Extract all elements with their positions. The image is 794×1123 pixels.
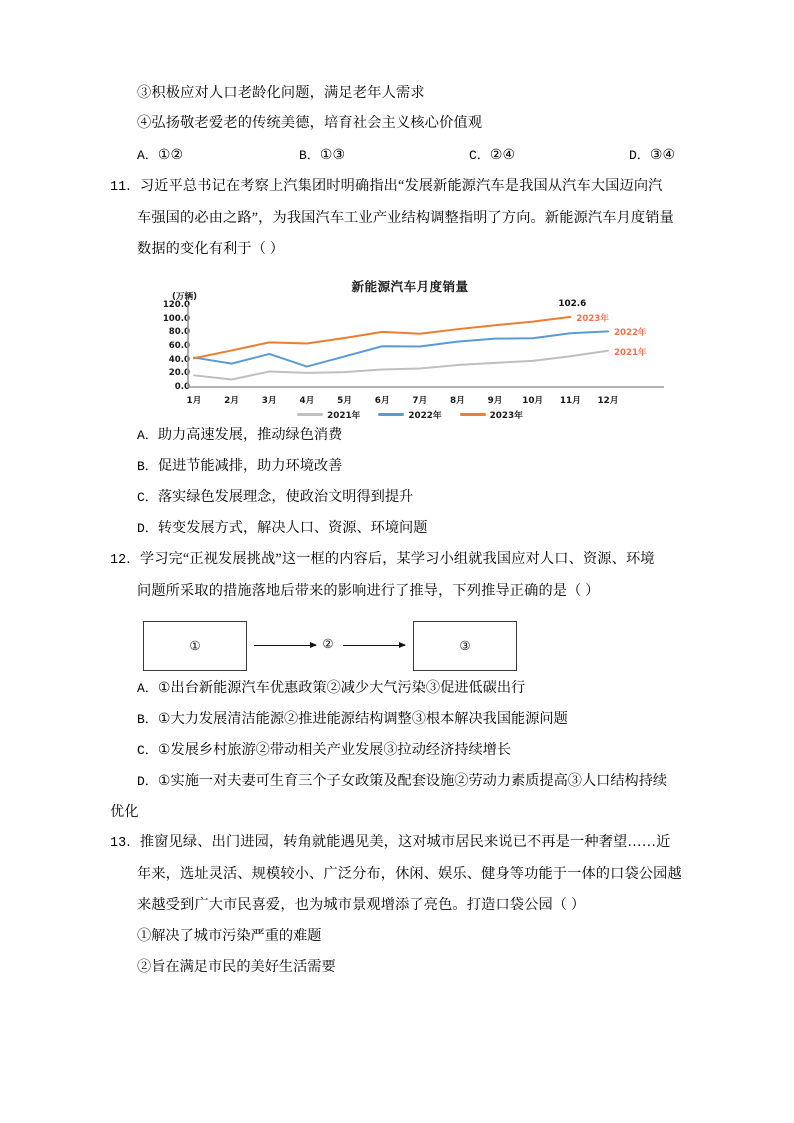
- q10-choices: [110, 140, 690, 171]
- series-inline-label: 2021年: [614, 347, 647, 358]
- chart-x-axis-labels: [148, 393, 672, 407]
- chart-data-label: 102.6: [558, 298, 587, 309]
- y-tick-label: 0.0: [174, 382, 190, 392]
- y-tick-label: 120.0: [162, 300, 190, 310]
- y-tick-label: 40.0: [168, 354, 190, 365]
- y-tick-label: 100.0: [162, 313, 190, 324]
- x-tick-label: 2月: [224, 396, 240, 406]
- q13-stem-line1: 13．推窗见绿、出门进园，转角就能遇见美，这对城市居民来说已不再是一种奢望……近: [110, 834, 671, 851]
- y-tick-label: 60.0: [168, 341, 190, 351]
- q10-choice-c[interactable]: C．②④: [469, 147, 516, 163]
- x-tick-label: 8月: [449, 396, 465, 406]
- q12-stem-line1: 12．学习完“正视发展挑战”这一框的内容后，某学习小组就我国应对人口、资源、环境: [110, 551, 655, 568]
- legend-item: [460, 408, 523, 421]
- q13-item-2: ②旨在满足市民的美好生活需要: [137, 959, 336, 975]
- x-tick-label: 4月: [299, 396, 315, 406]
- x-tick-label: 1月: [186, 396, 202, 406]
- x-tick-label: 6月: [374, 396, 390, 406]
- flow-box-3: ③: [413, 621, 517, 671]
- chart-unit-label: (万辆): [172, 292, 198, 302]
- q10-item-4: ④弘扬敬老爱老的传统美德，培育社会主义核心价值观: [137, 115, 483, 131]
- legend-swatch: [460, 413, 486, 416]
- x-tick-label: 9月: [487, 396, 503, 406]
- series-line: [194, 331, 608, 366]
- monthly-nev-sales-chart: [148, 275, 672, 420]
- legend-label: 2023年: [489, 411, 523, 421]
- x-tick-label: 11月: [559, 396, 581, 406]
- series-line: [194, 351, 608, 380]
- q12-choice-a[interactable]: A．①出台新能源汽车优惠政策②减少大气污染③促进低碳出行: [137, 680, 526, 696]
- q12-choice-b[interactable]: B．①大力发展清洁能源②推进能源结构调整③根本解决我国能源问题: [137, 711, 568, 727]
- legend-label: 2021年: [327, 411, 361, 421]
- flow-node-2: ②: [322, 637, 334, 651]
- y-tick-label: 20.0: [168, 368, 190, 379]
- q11-stem-line2: 车强国的必由之路”，为我国汽车工业产业结构调整指明了方向。新能源汽车月度销量: [137, 210, 674, 226]
- q11-choice-d[interactable]: D．转变发展方式，解决人口、资源、环境问题: [137, 520, 428, 536]
- q12-choice-d[interactable]: D．①实施一对夫妻可生育三个子女政策及配套设施②劳动力素质提高③人口结构持续: [137, 773, 668, 789]
- chart-legend: [148, 408, 672, 421]
- legend-label: 2022年: [408, 411, 442, 421]
- q11-choices: [110, 420, 690, 544]
- q13-stem-line3: 来越受到广大市民喜爱，也为城市景观增添了亮色。打造口袋公园（ ）: [137, 897, 586, 913]
- chart-title: 新能源汽车月度销量: [351, 279, 469, 294]
- flow-arrow-1-icon: [254, 645, 316, 646]
- x-tick-label: 10月: [522, 396, 544, 406]
- legend-swatch: [378, 413, 404, 416]
- q12-flow-diagram: [134, 621, 524, 673]
- y-tick-label: 80.0: [168, 327, 190, 338]
- q13-stem-line2: 年来，选址灵活、规模较小、广泛分布，休闲、娱乐、健身等功能于一体的口袋公园越: [137, 866, 682, 882]
- q11-choice-a[interactable]: A．助力高速发展，推动绿色消费: [137, 427, 343, 443]
- q10-choice-a[interactable]: A．①②: [137, 147, 184, 163]
- x-tick-label: 3月: [261, 396, 277, 406]
- x-tick-label: 7月: [412, 396, 428, 406]
- q10-choice-d[interactable]: D．③④: [629, 147, 676, 163]
- legend-swatch: [297, 413, 323, 416]
- series-inline-label: 2023年: [576, 313, 609, 324]
- x-tick-label: 12月: [597, 396, 619, 406]
- q12-stem-line2: 问题所采取的措施落地后带来的影响进行了推导，下列推导正确的是（ ）: [137, 583, 600, 599]
- q12-choice-c[interactable]: C．①发展乡村旅游②带动相关产业发展③拉动经济持续增长: [137, 742, 512, 758]
- q12-choices: [110, 673, 690, 797]
- q11-choice-b[interactable]: B．促进节能减排，助力环境改善: [137, 458, 343, 474]
- q11-stem-line3: 数据的变化有利于（ ）: [137, 241, 285, 257]
- flow-box-1: ①: [143, 621, 247, 671]
- q12-choice-d-wrap: 优化: [110, 804, 139, 820]
- q10-item-3: ③积极应对人口老龄化问题，满足老年人需求: [137, 85, 425, 101]
- x-tick-label: 5月: [337, 396, 352, 406]
- q13-item-1: ①解决了城市污染严重的难题: [137, 928, 322, 944]
- legend-item: [297, 408, 360, 421]
- q11-stem-line1: 11．习近平总书记在考察上汽集团时明确指出“发展新能源汽车是我国从汽车大国迈向汽: [110, 178, 663, 195]
- q11-choice-c[interactable]: C．落实绿色发展理念，使政治文明得到提升: [137, 489, 414, 505]
- q10-choice-b[interactable]: B．①③: [299, 147, 346, 163]
- legend-item: [378, 408, 441, 421]
- series-inline-label: 2022年: [614, 328, 647, 339]
- flow-arrow-2-icon: [343, 645, 405, 646]
